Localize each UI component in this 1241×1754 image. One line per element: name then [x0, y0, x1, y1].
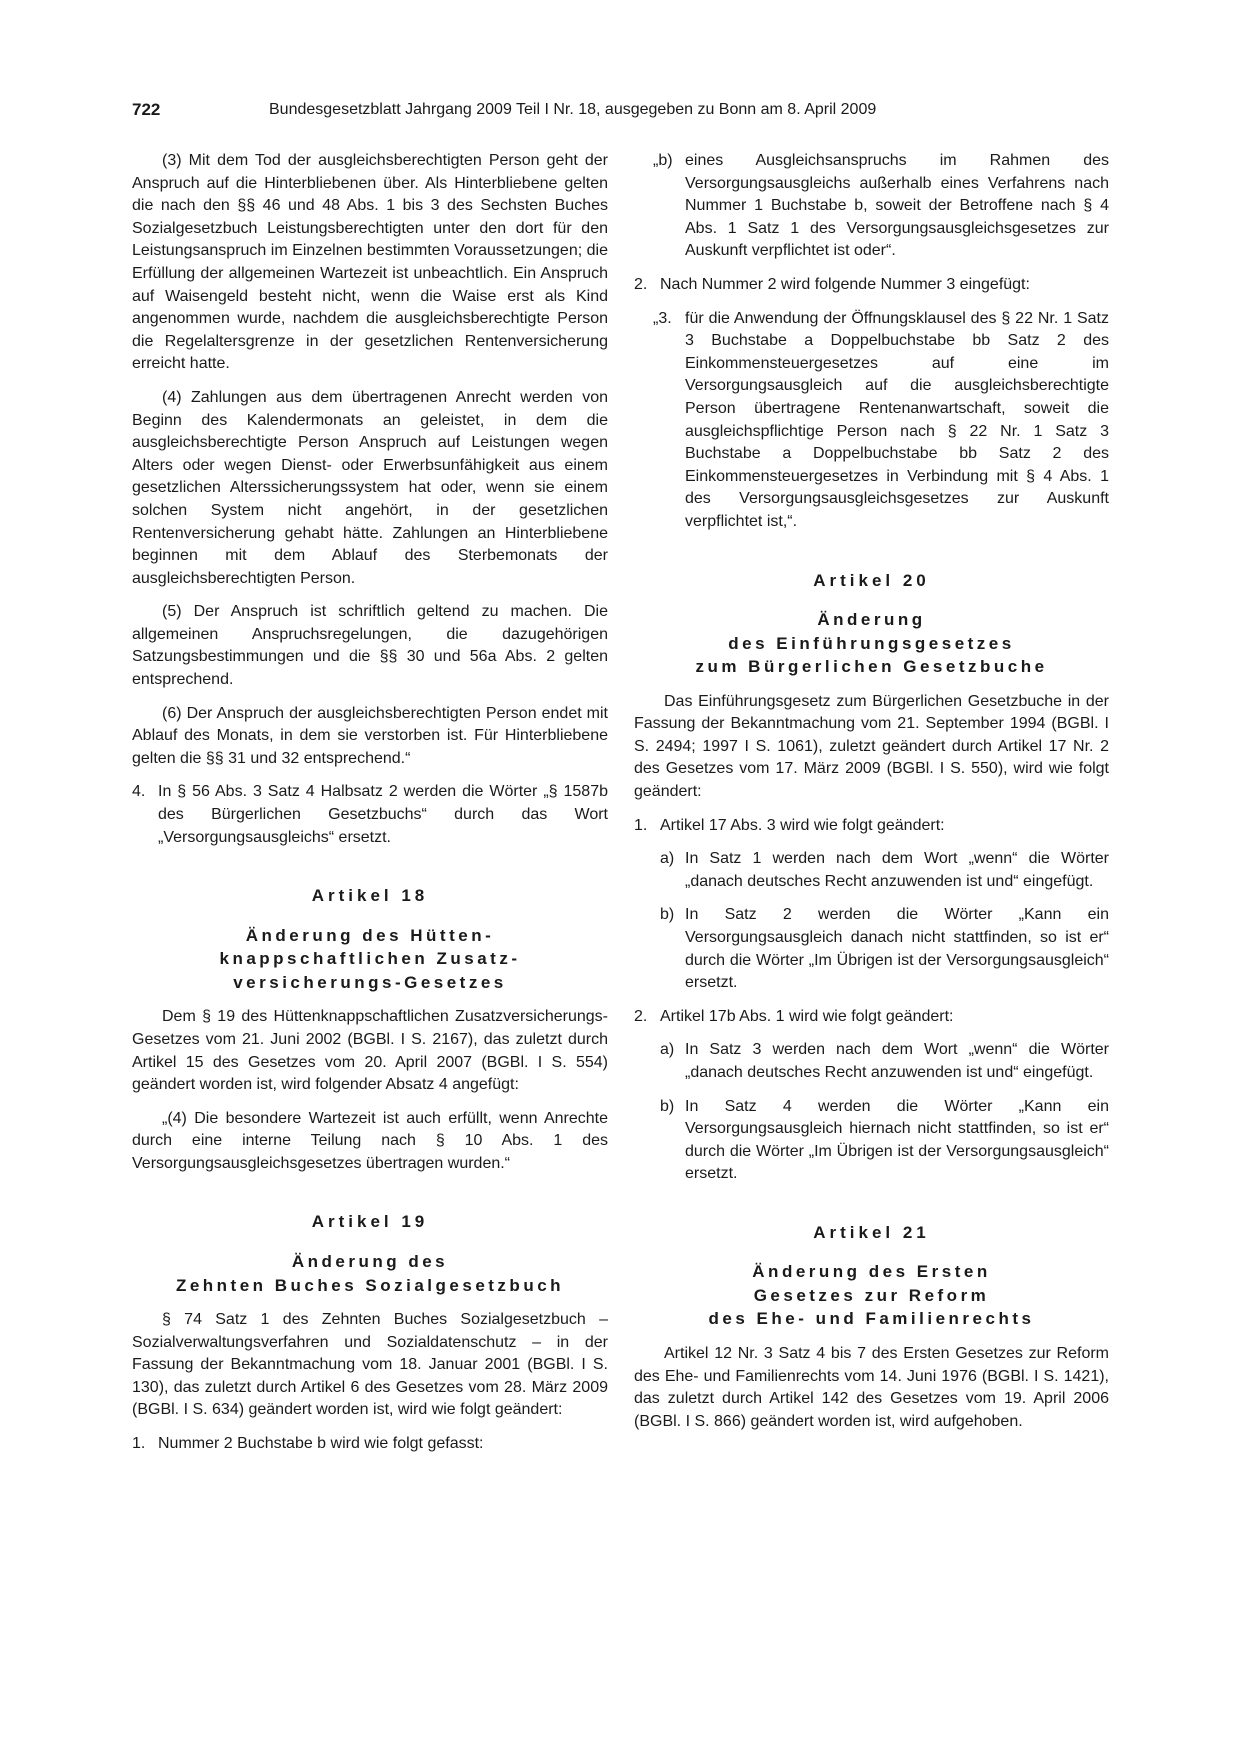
- item-text: Artikel 17b Abs. 1 wird wie folgt geändert:: [660, 1007, 954, 1025]
- item-label: „3.: [653, 309, 672, 327]
- list-item-2: [634, 274, 1109, 297]
- sub-item-b: [660, 904, 1109, 994]
- item-number: 2.: [634, 275, 648, 293]
- page-number: 722: [132, 100, 161, 119]
- item-label: „b): [653, 152, 673, 169]
- title-line: Zehnten Buches Sozialgesetzbuch: [175, 1275, 565, 1295]
- page-header: [132, 100, 1108, 126]
- list-item-2: [634, 1006, 1109, 1029]
- article-19-title: [132, 1250, 608, 1297]
- item-number: 2.: [634, 1007, 648, 1025]
- article-19-heading: Artikel 19: [311, 1212, 429, 1232]
- item-text: Nach Nummer 2 wird folgende Nummer 3 eingefügt:: [660, 275, 1030, 293]
- item-text: Artikel 17 Abs. 3 wird wie folgt geändert:: [660, 816, 945, 834]
- item-text: In Satz 3 werden nach dem Wort „wenn“ die Wörter „danach deutsches Recht anzuwenden ist und“ eingefügt.: [685, 1041, 1109, 1081]
- sub-item-b: [653, 150, 1109, 263]
- article-21-title: [634, 1260, 1109, 1331]
- sub-item-a: [660, 1039, 1109, 1084]
- title-line: Änderung des Ersten: [752, 1262, 991, 1282]
- title-line: Änderung: [817, 610, 926, 630]
- title-line: versicherungs-Gesetzes: [233, 972, 507, 992]
- article-18-heading: Artikel 18: [311, 886, 429, 906]
- title-line: des Einführungsgesetzes: [728, 633, 1015, 653]
- item-number: 4.: [132, 783, 146, 801]
- title-line: Änderung des: [291, 1252, 449, 1272]
- article-19-body: § 74 Satz 1 des Zehnten Buches Sozialgesetzbuch – Sozialverwaltungsverfahren und Sozialdatenschutz – in der Fassung der Bekanntmachung vom 18. Januar 2001 (BGBl. I S. 130), das zuletzt durch Artikel 6 des Gesetzes vom 28. März 2009 (BGBl. I S. 634) geändert worden ist, wird wie folgt geändert:: [132, 1311, 608, 1419]
- article-18-body: Dem § 19 des Hüttenknappschaftlichen Zusatzversicherungs-Gesetzes vom 21. Juni 2002 (BGBl. I S. 2167), das zuletzt durch Artikel 15 des Gesetzes vom 20. April 2007 (BGBl. I S. 554) geändert worden ist, wird folgender Absatz 4 angefügt:: [132, 1008, 608, 1094]
- item-text: eines Ausgleichsanspruchs im Rahmen des Versorgungsausgleichs außerhalb eines Verfahrens nach Nummer 1 Buchstabe b, soweit der Betroffene nach § 4 Abs. 1 Satz 1 des Versorgungsausgleichsgesetzes zur Auskunft verpflichtet ist oder“.: [685, 152, 1109, 260]
- running-title: Bundesgesetzblatt Jahrgang 2009 Teil I Nr. 18, ausgegeben zu Bonn am 8. April 2009: [269, 101, 877, 118]
- title-line: Änderung des Hütten-: [245, 925, 495, 945]
- title-line: knappschaftlichen Zusatz-: [219, 949, 521, 969]
- article-20-title: [634, 608, 1109, 679]
- title-line: zum Bürgerlichen Gesetzbuche: [695, 657, 1048, 677]
- item-text: In Satz 1 werden nach dem Wort „wenn“ die Wörter „danach deutsches Recht anzuwenden ist und“ eingefügt.: [685, 850, 1109, 890]
- article-21-heading: Artikel 21: [813, 1222, 930, 1242]
- paragraph-4: (4) Zahlungen aus dem übertragenen Anrecht werden von Beginn des Kalendermonats an geleistet, in dem die ausgleichsberechtigte Person Anspruch auf Leistungen wegen Alters oder wegen Dienst- oder Erwerbsunfähigkeit aus einem gesetzlichen Alterssicherungssystem hat oder, wenn sie einem solchen System nicht angehört, in der gesetzlichen Rentenversicherung gehabt hätte. Zahlungen an Hinterbliebene beginnen mit dem Ablauf des Sterbemonats der ausgleichsberechtigten Person.: [132, 388, 608, 587]
- paragraph-6: (6) Der Anspruch der ausgleichsberechtigten Person endet mit Ablauf des Monats, in dem sie verstorben ist. Für Hinterbliebene gelten die §§ 31 und 32 entsprechend.“: [132, 704, 608, 767]
- item-label: a): [660, 850, 675, 868]
- list-item-4: [132, 781, 608, 849]
- item-label: a): [660, 1041, 675, 1059]
- item-text: für die Anwendung der Öffnungsklausel des § 22 Nr. 1 Satz 3 Buchstabe a Doppelbuchstabe bb Satz 2 des Einkommensteuergesetzes auf eine im Versorgungsausgleich auf die ausgleichsberechtigte Person übertragene Rentenanwartschaft, soweit die ausgleichspflichtige Person nach § 22 Nr. 1 Satz 3 Buchstabe a Doppelbuchstabe bb Satz 2 des Einkommensteuergesetzes in Verbindung mit § 4 Abs. 1 des Versorgungsausgleichsgesetzes zur Auskunft verpflichtet ist,“.: [685, 309, 1109, 530]
- sub-item-3: [653, 308, 1109, 534]
- article-20-heading: Artikel 20: [813, 570, 930, 590]
- article-20-body: Das Einführungsgesetz zum Bürgerlichen Gesetzbuche in der Fassung der Bekanntmachung vom 21. September 1994 (BGBl. I S. 2494; 1997 I S. 1061), zuletzt geändert durch Artikel 17 Nr. 2 des Gesetzes vom 17. März 2009 (BGBl. I S. 550), wird wie folgt geändert:: [634, 692, 1109, 800]
- left-column: [132, 150, 608, 1467]
- item-number: 1.: [132, 1435, 146, 1453]
- article-21-body: Artikel 12 Nr. 3 Satz 4 bis 7 des Ersten Gesetzes zur Reform des Ehe- und Familienrechts vom 14. Juni 1976 (BGBl. I S. 1421), das zuletzt durch Artikel 142 des Gesetzes vom 19. April 2006 (BGBl. I S. 866) geändert worden ist, wird aufgehoben.: [634, 1344, 1109, 1430]
- article-18-title: [132, 924, 608, 995]
- sub-item-b: [660, 1096, 1109, 1186]
- item-text: In § 56 Abs. 3 Satz 4 Halbsatz 2 werden die Wörter „§ 1587b des Bürgerlichen Gesetzbuchs“ durch das Wort „Versorgungsausgleichs“ ersetzt.: [158, 783, 608, 846]
- title-line: des Ehe- und Familienrechts: [708, 1309, 1035, 1329]
- title-line: Gesetzes zur Reform: [753, 1285, 990, 1305]
- paragraph-3: (3) Mit dem Tod der ausgleichsberechtigten Person geht der Anspruch auf die Hinterbliebenen über. Als Hinterbliebene gelten die nach den §§ 46 und 48 Abs. 1 bis 3 des Sechsten Buches Sozialgesetzbuch Leistungsberechtigten unter den dort für den Leistungsanspruch im Einzelnen bestimmten Voraussetzungen; die Erfüllung der allgemeinen Wartezeit ist unbeachtlich. Ein Anspruch auf Waisengeld besteht nicht, wenn die Waise erst als Kind angenommen wurde, nachdem die ausgleichsberechtigte Person die Regelaltersgrenze in der gesetzlichen Rentenversicherung erreicht hatte.: [132, 152, 608, 373]
- article-18-quote: „(4) Die besondere Wartezeit ist auch erfüllt, wenn Anrechte durch eine interne Teilung nach § 10 Abs. 1 des Versorgungsausgleichsgesetzes übertragen wurden.“: [132, 1109, 608, 1172]
- item-label: b): [660, 1097, 675, 1115]
- sub-item-a: [660, 848, 1109, 893]
- right-column: [634, 150, 1109, 1444]
- item-label: b): [660, 906, 675, 924]
- list-item-1: [132, 1433, 608, 1456]
- item-number: 1.: [634, 816, 648, 834]
- item-text: In Satz 4 werden die Wörter „Kann ein Versorgungsausgleich hiernach nicht stattfinden, so ist er“ durch die Wörter „Im Übrigen ist der Versorgungsausgleich“ ersetzt.: [685, 1097, 1109, 1183]
- list-item-1: [634, 815, 1109, 838]
- item-text: Nummer 2 Buchstabe b wird wie folgt gefasst:: [158, 1435, 484, 1453]
- item-text: In Satz 2 werden die Wörter „Kann ein Versorgungsausgleich danach nicht stattfinden, so ist er“ durch die Wörter „Im Übrigen ist der Versorgungsausgleich“ ersetzt.: [685, 906, 1109, 992]
- paragraph-5: (5) Der Anspruch ist schriftlich geltend zu machen. Die allgemeinen Anspruchsregelungen, die dazugehörigen Satzungsbestimmungen und die §§ 30 und 56a Abs. 2 gelten entsprechend.: [132, 603, 608, 689]
